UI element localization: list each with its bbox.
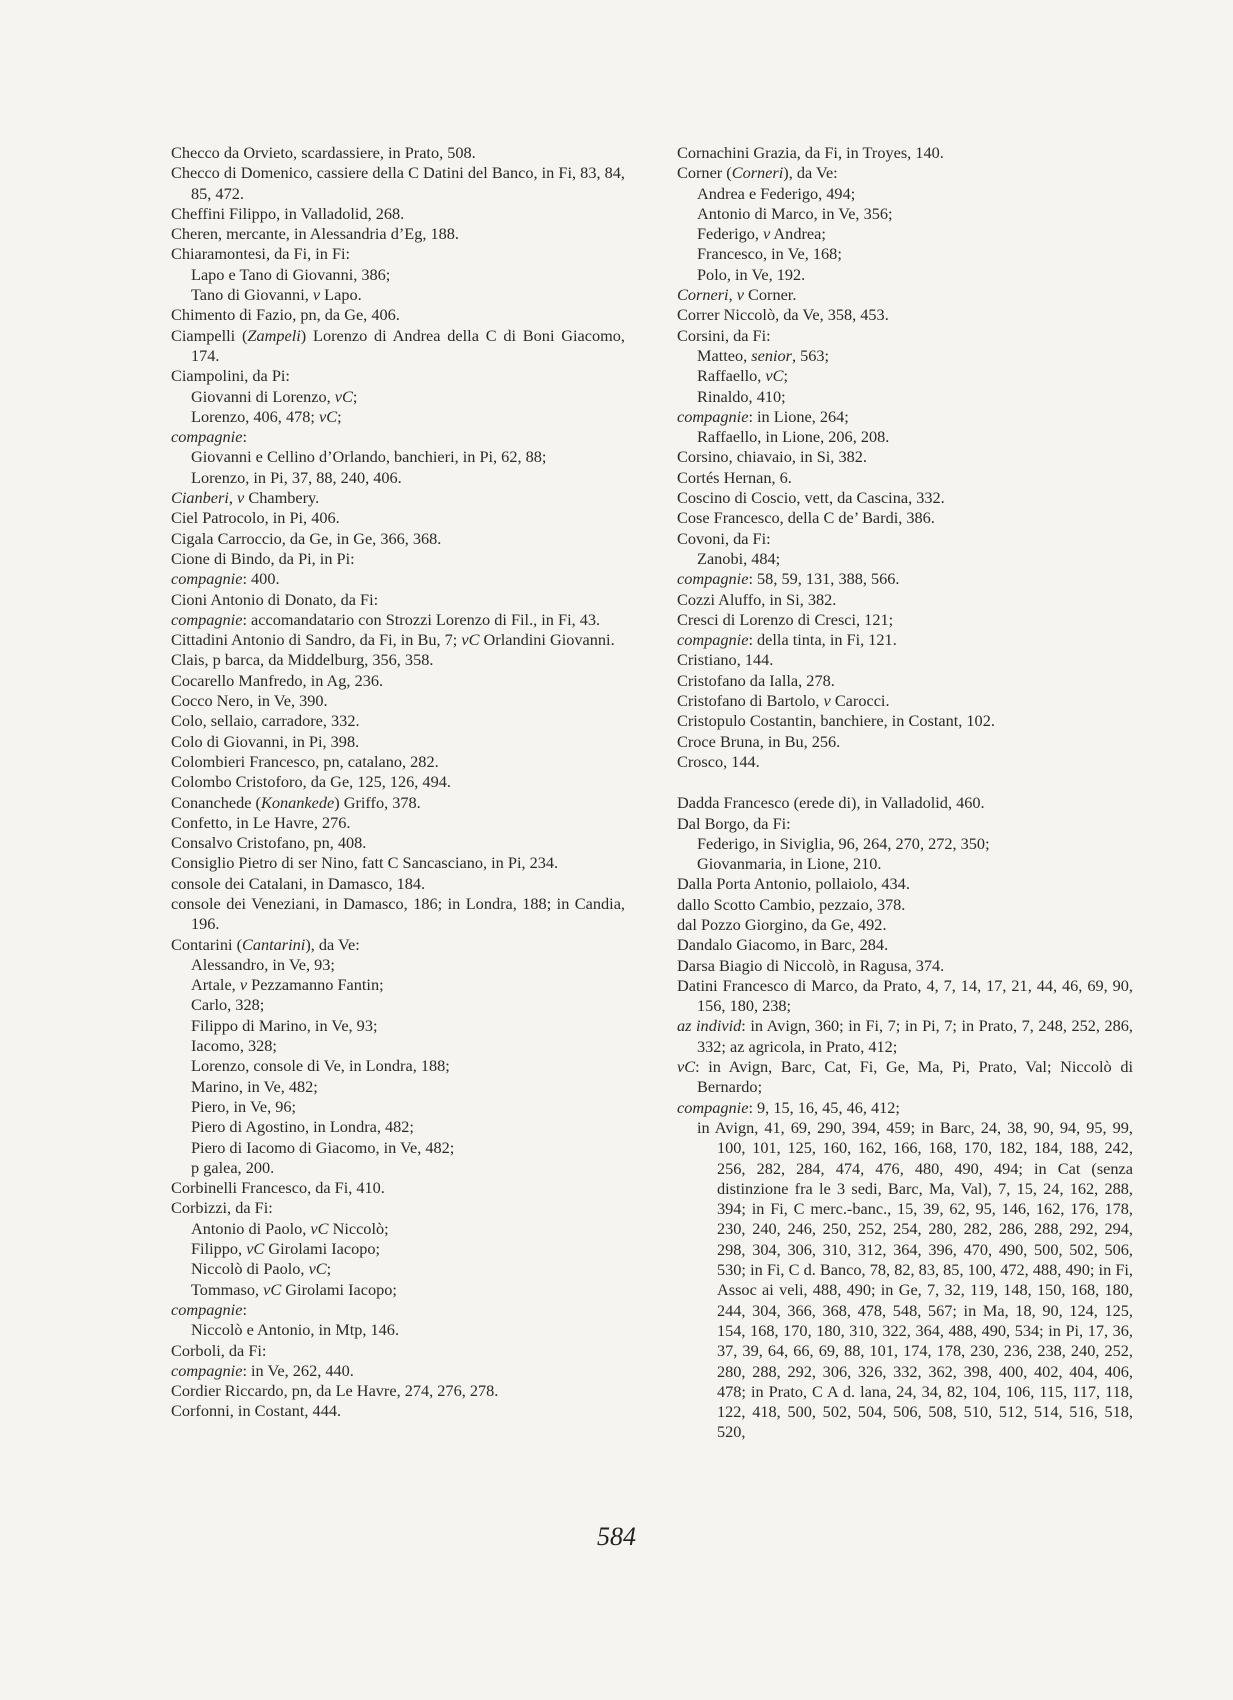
- index-entry: [171, 813, 625, 833]
- index-entry: [171, 1300, 625, 1320]
- index-subentry: [677, 224, 1133, 244]
- index-subentry: [171, 1158, 625, 1178]
- entry-text: Raffaello,: [697, 366, 766, 386]
- index-entry: [171, 1178, 625, 1198]
- entry-text: Antonio di Marco, in Ve, 356;: [697, 203, 893, 223]
- index-entry: [677, 976, 1133, 1017]
- entry-text: Filippo,: [191, 1239, 247, 1259]
- entry-text: compagnie: [171, 1299, 243, 1319]
- index-entry: [171, 488, 625, 508]
- entry-text: Corner.: [743, 285, 797, 305]
- entry-text: ,: [728, 285, 737, 305]
- index-subentry: [677, 204, 1133, 224]
- index-subentry: [677, 834, 1133, 854]
- index-entry: [171, 305, 625, 325]
- index-entry: [677, 630, 1133, 650]
- index-entry: [171, 1341, 625, 1361]
- index-entry: [171, 630, 625, 650]
- entry-text: compagnie: [677, 569, 749, 589]
- index-subentry: [171, 468, 625, 488]
- entry-text: Pezzamanno Fantin;: [247, 975, 384, 995]
- index-entry: [677, 1057, 1133, 1098]
- index-subentry: [171, 1117, 625, 1137]
- index-entry: [677, 468, 1133, 488]
- entry-text: : in Ve, 262, 440.: [242, 1360, 354, 1380]
- entry-text: Cristiano, 144.: [677, 650, 774, 670]
- index-column-right: [677, 143, 1133, 1443]
- entry-text: Andrea;: [770, 224, 826, 244]
- entry-text: Zampeli: [247, 325, 301, 345]
- index-subentry: [677, 387, 1133, 407]
- entry-text: ), da Ve:: [783, 163, 838, 183]
- entry-text: Dal Borgo, da Fi:: [677, 813, 791, 833]
- entry-text: : 400.: [242, 569, 280, 589]
- index-subentry: [677, 1118, 1133, 1443]
- entry-text: v: [736, 285, 744, 305]
- entry-text: Niccolò e Antonio, in Mtp, 146.: [191, 1320, 400, 1340]
- index-entry: [677, 711, 1133, 731]
- index-entry: [171, 671, 625, 691]
- index-subentry: [171, 387, 625, 407]
- entry-text: ) Lorenzo di Andrea della C di Boni Giacomo, 174.: [191, 325, 626, 365]
- index-entry: [677, 143, 1133, 163]
- index-entry: [677, 915, 1133, 935]
- entry-text: Lorenzo, 406, 478;: [191, 406, 319, 426]
- entry-text: Corsino, chiavaio, in Si, 382.: [677, 447, 867, 467]
- entry-text: Lorenzo, in Pi, 37, 88, 240, 406.: [191, 467, 402, 487]
- entry-text: Federigo,: [697, 224, 764, 244]
- entry-text: senior: [751, 345, 792, 365]
- entry-text: Confetto, in Le Havre, 276.: [171, 812, 351, 832]
- index-entry: [171, 772, 625, 792]
- entry-text: p galea, 200.: [191, 1157, 275, 1177]
- index-entry: [171, 569, 625, 589]
- entry-text: Correr Niccolò, da Ve, 358, 453.: [677, 305, 889, 325]
- entry-text: vC: [246, 1239, 265, 1259]
- entry-text: Ciampelli (: [171, 325, 248, 345]
- entry-text: Cortés Hernan, 6.: [677, 467, 792, 487]
- entry-text: ;: [783, 366, 789, 386]
- index-entry: [677, 508, 1133, 528]
- index-entry: [677, 691, 1133, 711]
- entry-text: vC: [334, 386, 353, 406]
- entry-text: ,: [228, 488, 238, 508]
- entry-text: Cocarello Manfredo, in Ag, 236.: [171, 670, 384, 690]
- entry-text: vC: [677, 1057, 696, 1077]
- index-subentry: [677, 265, 1133, 285]
- index-entry: [677, 752, 1133, 772]
- index-entry: [677, 935, 1133, 955]
- index-entry: [171, 894, 625, 935]
- index-entry: [171, 427, 625, 447]
- index-entry: [677, 488, 1133, 508]
- entry-text: Iacomo, 328;: [191, 1036, 277, 1056]
- index-entry: [677, 407, 1133, 427]
- entry-text: Covoni, da Fi:: [677, 528, 771, 548]
- index-entry: [171, 650, 625, 670]
- index-subentry: [677, 366, 1133, 386]
- entry-text: Piero di Iacomo di Giacomo, in Ve, 482;: [191, 1137, 455, 1157]
- entry-text: dallo Scotto Cambio, pezzaio, 378.: [677, 894, 906, 914]
- index-entry: [171, 691, 625, 711]
- entry-text: compagnie: [171, 569, 243, 589]
- index-subentry: [171, 975, 625, 995]
- entry-text: : 9, 15, 16, 45, 46, 412;: [748, 1097, 900, 1117]
- entry-text: ) Griffo, 378.: [334, 792, 421, 812]
- index-entry: [171, 1401, 625, 1421]
- index-entry: [677, 305, 1133, 325]
- section-gap: [677, 772, 1133, 793]
- entry-text: Clais, p barca, da Middelburg, 356, 358.: [171, 650, 434, 670]
- entry-text: Rinaldo, 410;: [697, 386, 786, 406]
- entry-text: Cheffini Filippo, in Valladolid, 268.: [171, 203, 405, 223]
- entry-text: Cristopulo Costantin, banchiere, in Costant, 102.: [677, 711, 995, 731]
- entry-text: Giovanni di Lorenzo,: [191, 386, 335, 406]
- entry-text: compagnie: [171, 609, 243, 629]
- index-entry: [171, 1381, 625, 1401]
- index-subentry: [171, 447, 625, 467]
- entry-text: : accomandatario con Strozzi Lorenzo di Fil., in Fi, 43.: [242, 609, 601, 629]
- entry-text: ;: [337, 406, 342, 426]
- entry-text: Corfonni, in Costant, 444.: [171, 1401, 342, 1421]
- entry-text: : 58, 59, 131, 388, 566.: [748, 569, 900, 589]
- index-entry: [677, 569, 1133, 589]
- index-entry: [171, 508, 625, 528]
- entry-text: Filippo di Marino, in Ve, 93;: [191, 1015, 378, 1035]
- entry-text: Orlandini Giovanni.: [479, 630, 615, 650]
- entry-text: vC: [765, 366, 784, 386]
- index-entry: [677, 610, 1133, 630]
- entry-text: Cantarini: [242, 934, 306, 954]
- entry-text: dal Pozzo Giorgino, da Ge, 492.: [677, 914, 887, 934]
- entry-text: Artale,: [191, 975, 240, 995]
- entry-text: Colombieri Francesco, pn, catalano, 282.: [171, 751, 439, 771]
- index-entry: [171, 752, 625, 772]
- entry-text: compagnie: [677, 406, 749, 426]
- index-entry: [171, 143, 625, 163]
- entry-text: Chimento di Fazio, pn, da Ge, 406.: [171, 305, 400, 325]
- index-entry: [677, 529, 1133, 549]
- entry-text: Dadda Francesco (erede di), in Valladolid, 460.: [677, 793, 985, 813]
- entry-text: Girolami Iacopo;: [281, 1279, 397, 1299]
- index-entry: [677, 874, 1133, 894]
- entry-text: Cristofano da Ialla, 278.: [677, 670, 835, 690]
- entry-text: : della tinta, in Fi, 121.: [748, 630, 897, 650]
- index-subentry: [677, 427, 1133, 447]
- entry-text: : in Avign, Barc, Cat, Fi, Ge, Ma, Pi, Prato, Val; Niccolò di Bernardo;: [695, 1057, 1133, 1097]
- index-entry: [171, 610, 625, 630]
- entry-text: Corneri: [731, 163, 784, 183]
- entry-text: Darsa Biagio di Niccolò, in Ragusa, 374.: [677, 955, 945, 975]
- entry-text: Girolami Iacopo;: [264, 1239, 381, 1259]
- entry-text: Tano di Giovanni,: [191, 285, 313, 305]
- entry-text: Cordier Riccardo, pn, da Le Havre, 274, 276, 278.: [171, 1381, 499, 1401]
- entry-text: Checco da Orvieto, scardassiere, in Prato, 508.: [171, 143, 476, 162]
- entry-text: , 563;: [791, 345, 830, 365]
- index-subentry: [677, 549, 1133, 569]
- index-subentry: [171, 1016, 625, 1036]
- entry-text: v: [312, 285, 321, 305]
- entry-text: Niccolò di Paolo,: [191, 1259, 309, 1279]
- entry-text: Antonio di Paolo,: [191, 1218, 311, 1238]
- entry-text: Cocco Nero, in Ve, 390.: [171, 691, 328, 711]
- entry-text: Giovanmaria, in Lione, 210.: [697, 854, 882, 874]
- entry-text: Andrea e Federigo, 494;: [697, 183, 856, 203]
- entry-text: Checco di Domenico, cassiere della C Datini del Banco, in Fi, 83, 84, 85, 472.: [171, 163, 625, 203]
- entry-text: Carocci.: [830, 691, 890, 711]
- entry-text: Lapo e Tano di Giovanni, 386;: [191, 264, 391, 284]
- entry-text: Zanobi, 484;: [697, 548, 781, 568]
- entry-text: ), da Ve:: [305, 934, 360, 954]
- index-entry: [171, 549, 625, 569]
- entry-text: vC: [308, 1259, 327, 1279]
- entry-text: Piero, in Ve, 96;: [191, 1096, 297, 1116]
- entry-text: v: [823, 691, 831, 711]
- index-entry: [677, 1016, 1133, 1057]
- entry-text: Cianberi: [171, 488, 229, 508]
- entry-text: Corboli, da Fi:: [171, 1340, 267, 1360]
- index-subentry: [677, 244, 1133, 264]
- entry-text: Croce Bruna, in Bu, 256.: [677, 731, 841, 751]
- entry-text: Cresci di Lorenzo di Cresci, 121;: [677, 609, 894, 629]
- index-entry: [677, 590, 1133, 610]
- index-entry: [171, 1198, 625, 1218]
- index-entry: [171, 853, 625, 873]
- entry-text: Ciel Patrocolo, in Pi, 406.: [171, 508, 340, 528]
- entry-text: Contarini (: [171, 934, 242, 954]
- page-number: 584: [597, 1522, 636, 1551]
- entry-text: Federigo, in Siviglia, 96, 264, 270, 272, 350;: [697, 833, 990, 853]
- index-entry: [677, 1098, 1133, 1118]
- index-entry: [171, 163, 625, 204]
- index-subentry: [171, 265, 625, 285]
- index-entry: [677, 793, 1133, 813]
- index-entry: [171, 204, 625, 224]
- index-subentry: [677, 184, 1133, 204]
- index-entry: [171, 935, 625, 955]
- entry-text: Coscino di Coscio, vett, da Cascina, 332.: [677, 488, 945, 508]
- index-entry: [677, 814, 1133, 834]
- index-entry: [677, 326, 1133, 346]
- index-entry: [171, 590, 625, 610]
- entry-text: in Avign, 41, 69, 290, 394, 459; in Barc, 24, 38, 90, 94, 95, 99, 100, 101, 125, 160, 162, 166, 168, 170, 182, 184, 188, 242, 256, 282, 284, 474, 476, 480, 490, 494; in Cat (senza distinzione fra le 3 sedi, Barc, Ma, Val), 7, 15, 24, 162, 288, 394; in Fi, C merc.-banc., 15, 39, 62, 95, 146, 162, 176, 178, 230, 240, 246, 250, 252, 254, 280, 282, 286, 288, 292, 294, 298, 304, 306, 310, 312, 364, 396, 470, 490, 500, 502, 506, 530; in Fi, C d. Banco, 78, 82, 83, 85, 100, 472, 488, 490; in Fi, Assoc ai veli, 488, 490; in Ge, 7, 32, 119, 148, 150, 168, 180, 244, 304, 366, 368, 478, 548, 567; in Ma, 18, 90, 124, 125, 154, 168, 170, 180, 310, 322, 364, 488, 490, 534; in Pi, 17, 36, 37, 39, 64, 66, 69, 88, 101, 174, 178, 230, 236, 238, 240, 252, 280, 288, 292, 306, 326, 332, 362, 398, 400, 402, 404, 406, 478; in Prato, C A d. lana, 24, 34, 82, 104, 106, 115, 117, 118, 122, 418, 500, 502, 504, 506, 508, 510, 512, 514, 516, 518, 520,: [697, 1117, 1133, 1442]
- entry-text: v: [237, 488, 245, 508]
- entry-text: Cozzi Aluffo, in Si, 382.: [677, 589, 837, 609]
- entry-text: vC: [461, 630, 480, 650]
- entry-text: Niccolò;: [328, 1218, 389, 1238]
- entry-text: : in Lione, 264;: [748, 406, 849, 426]
- index-column-left: [171, 143, 625, 1422]
- entry-text: Carlo, 328;: [191, 995, 265, 1015]
- entry-text: v: [763, 224, 771, 244]
- entry-text: Ciampolini, da Pi:: [171, 366, 290, 386]
- index-subentry: [171, 285, 625, 305]
- entry-text: Konankede: [260, 792, 335, 812]
- index-entry: [677, 650, 1133, 670]
- entry-text: compagnie: [171, 1360, 243, 1380]
- entry-text: ;: [326, 1259, 332, 1279]
- index-entry: [677, 671, 1133, 691]
- entry-text: Corner (: [677, 163, 732, 183]
- entry-text: Tommaso,: [191, 1279, 264, 1299]
- index-entry: [677, 163, 1133, 183]
- index-entry: [677, 447, 1133, 467]
- index-entry: [677, 895, 1133, 915]
- index-entry: [171, 244, 625, 264]
- entry-text: compagnie: [171, 427, 243, 447]
- index-entry: [171, 1361, 625, 1381]
- entry-text: compagnie: [677, 630, 749, 650]
- entry-text: Cittadini Antonio di Sandro, da Fi, in Bu, 7;: [171, 630, 462, 650]
- index-subentry: [171, 995, 625, 1015]
- entry-text: Corsini, da Fi:: [677, 325, 771, 345]
- entry-text: v: [239, 975, 248, 995]
- index-subentry: [171, 1036, 625, 1056]
- entry-text: :: [242, 427, 247, 447]
- index-subentry: [171, 955, 625, 975]
- entry-text: Raffaello, in Lione, 206, 208.: [697, 427, 890, 447]
- entry-text: Giovanni e Cellino d’Orlando, banchieri, in Pi, 62, 88;: [191, 447, 547, 467]
- entry-text: : in Avign, 360; in Fi, 7; in Pi, 7; in Prato, 7, 248, 252, 286, 332; az agricola, in Prato, 412;: [697, 1016, 1133, 1056]
- entry-text: Consiglio Pietro di ser Nino, fatt C Sancasciano, in Pi, 234.: [171, 853, 559, 873]
- entry-text: vC: [310, 1218, 329, 1238]
- entry-text: console dei Veneziani, in Damasco, 186; in Londra, 188; in Candia, 196.: [171, 893, 625, 934]
- entry-text: Piero di Agostino, in Londra, 482;: [191, 1117, 414, 1137]
- entry-text: vC: [263, 1279, 282, 1299]
- entry-text: Cose Francesco, della C de’ Bardi, 386.: [677, 508, 935, 528]
- index-entry: [171, 874, 625, 894]
- index-subentry: [171, 1280, 625, 1300]
- entry-text: Dalla Porta Antonio, pollaiolo, 434.: [677, 874, 910, 894]
- entry-text: compagnie: [677, 1097, 749, 1117]
- index-subentry: [171, 1138, 625, 1158]
- index-subentry: [171, 1239, 625, 1259]
- index-entry: [677, 285, 1133, 305]
- index-subentry: [677, 346, 1133, 366]
- index-entry: [677, 732, 1133, 752]
- index-subentry: [171, 407, 625, 427]
- entry-text: Conanchede (: [171, 792, 261, 812]
- entry-text: :: [242, 1299, 247, 1319]
- entry-text: Chiaramontesi, da Fi, in Fi:: [171, 244, 351, 264]
- index-entry: [677, 956, 1133, 976]
- entry-text: Consalvo Cristofano, pn, 408.: [171, 833, 367, 853]
- index-entry: [171, 793, 625, 813]
- entry-text: Colombo Cristoforo, da Ge, 125, 126, 494.: [171, 772, 451, 792]
- index-entry: [171, 366, 625, 386]
- entry-text: Polo, in Ve, 192.: [697, 264, 806, 284]
- entry-text: Corbinelli Francesco, da Fi, 410.: [171, 1178, 385, 1198]
- index-entry: [171, 529, 625, 549]
- index-entry: [171, 224, 625, 244]
- entry-text: Crosco, 144.: [677, 751, 760, 771]
- index-entry: [171, 326, 625, 367]
- entry-text: console dei Catalani, in Damasco, 184.: [171, 873, 426, 893]
- entry-text: az individ: [677, 1016, 742, 1036]
- index-subentry: [171, 1097, 625, 1117]
- entry-text: Francesco, in Ve, 168;: [697, 244, 842, 264]
- entry-text: Alessandro, in Ve, 93;: [191, 954, 335, 974]
- entry-text: ;: [352, 386, 358, 406]
- entry-text: Cornachini Grazia, da Fi, in Troyes, 140.: [677, 143, 944, 162]
- entry-text: Lorenzo, console di Ve, in Londra, 188;: [191, 1056, 450, 1076]
- index-subentry: [171, 1320, 625, 1340]
- index-entry: [171, 711, 625, 731]
- index-entry: [171, 833, 625, 853]
- entry-text: Matteo,: [697, 345, 752, 365]
- entry-text: Lapo.: [320, 285, 362, 305]
- entry-text: Colo, sellaio, carradore, 332.: [171, 711, 360, 731]
- entry-text: Cione di Bindo, da Pi, in Pi:: [171, 548, 355, 568]
- index-subentry: [171, 1077, 625, 1097]
- entry-text: Corneri: [677, 285, 729, 305]
- index-entry: [171, 732, 625, 752]
- index-subentry: [171, 1219, 625, 1239]
- index-subentry: [171, 1259, 625, 1279]
- entry-text: Chambery.: [244, 488, 320, 508]
- entry-text: Cigala Carroccio, da Ge, in Ge, 366, 368.: [171, 528, 442, 548]
- entry-text: Cioni Antonio di Donato, da Fi:: [171, 589, 379, 609]
- entry-text: Datini Francesco di Marco, da Prato, 4, 7, 14, 17, 21, 44, 46, 69, 90, 156, 180, 238;: [677, 975, 1133, 1016]
- entry-text: Corbizzi, da Fi:: [171, 1198, 273, 1218]
- entry-text: vC: [318, 406, 338, 426]
- entry-text: Marino, in Ve, 482;: [191, 1076, 318, 1096]
- entry-text: Cristofano di Bartolo,: [677, 691, 824, 711]
- index-subentry: [677, 854, 1133, 874]
- index-subentry: [171, 1056, 625, 1076]
- entry-text: Colo di Giovanni, in Pi, 398.: [171, 731, 360, 751]
- entry-text: Dandalo Giacomo, in Barc, 284.: [677, 935, 889, 955]
- entry-text: Cheren, mercante, in Alessandria d’Eg, 188.: [171, 224, 459, 244]
